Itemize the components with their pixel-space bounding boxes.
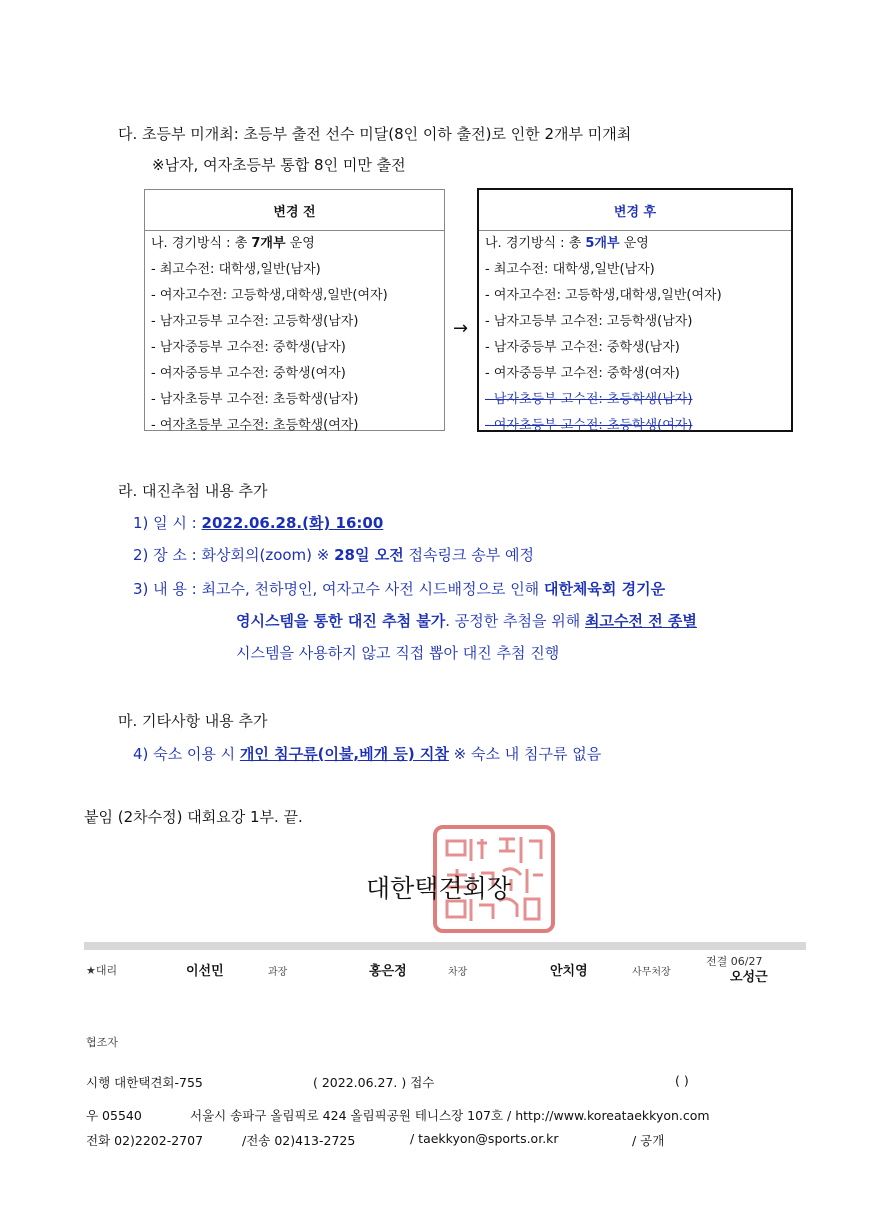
approver-title: ★대리 (86, 964, 118, 977)
content-item (133, 578, 665, 599)
content-bold: 영시스템을 통한 대진 추첨 불가 (236, 612, 446, 630)
table-before-row: - 여자중등부 고수전: 중학생(여자) (151, 366, 346, 381)
table-before-row: - 여자초등부 고수전: 초등학생(여자) (151, 418, 359, 433)
footer-receipt: ( 2022.06.27. ) 접수 (313, 1075, 435, 1090)
content-label: 3) 내 용 : 최고수, 천하명인, 여자고수 사전 시드배정으로 인해 (133, 580, 544, 598)
footer-disclosure: / 공개 (632, 1133, 665, 1148)
approver-title: 과장 (268, 967, 288, 978)
table-after-row: - 여자고수전: 고등학생,대학생,일반(여자) (485, 288, 722, 303)
content-line3: 시스템을 사용하지 않고 직접 뽑아 대진 추첨 진행 (236, 644, 560, 662)
table-before-header: 변경 전 (145, 190, 444, 231)
approver-name: 이선민 (186, 964, 224, 979)
footer-address: 서울시 송파구 올림픽로 424 올림픽공원 테니스장 107호 / http://www.koreataekkyon.com (190, 1108, 710, 1123)
table-after (477, 188, 793, 432)
approval-divider (84, 942, 806, 950)
table-after-struck-row: - 남자초등부 고수전: 초등학생(남자) (485, 392, 693, 407)
table-before-row: - 최고수전: 대학생,일반(남자) (151, 262, 321, 277)
section-ma-title: 마. 기타사항 내용 추가 (118, 712, 268, 730)
venue-suffix: 접속링크 송부 예정 (403, 546, 534, 564)
bedding-prefix: 4) 숙소 이용 시 (133, 745, 240, 763)
footer-phone: 전화 02)2202-2707 (86, 1133, 204, 1148)
content-line2 (236, 610, 697, 631)
row-text: 운영 (619, 236, 649, 251)
table-before-row (145, 231, 444, 257)
final-approval-note: 전결 06/27 (706, 955, 763, 968)
schedule-value: 2022.06.28.(화) 16:00 (201, 514, 384, 532)
row-text: 운영 (285, 236, 315, 251)
table-after-row: - 여자중등부 고수전: 중학생(여자) (485, 366, 680, 381)
section-da-note: ※남자, 여자초등부 통합 8인 미만 출전 (152, 156, 406, 174)
table-before-row: - 남자초등부 고수전: 초등학생(남자) (151, 392, 359, 407)
table-before-row: - 남자중등부 고수전: 중학생(남자) (151, 340, 346, 355)
row-text: 나. 경기방식 : 총 (485, 236, 586, 251)
schedule-item (133, 512, 383, 533)
approver-name: 안치영 (550, 964, 588, 979)
footer-email[interactable]: / taekkyon@sports.or.kr (410, 1131, 559, 1146)
section-ra-title: 라. 대진추첨 내용 추가 (118, 482, 268, 500)
table-before (144, 189, 445, 431)
table-after-row: - 남자고등부 고수전: 고등학생(남자) (485, 314, 693, 329)
table-before-row: - 남자고등부 고수전: 고등학생(남자) (151, 314, 359, 329)
footer-fax: /전송 02)413-2725 (242, 1133, 356, 1148)
content-bold: 대한체육회 경기운 (543, 580, 666, 598)
table-before-row: - 여자고수전: 고등학생,대학생,일반(여자) (151, 288, 388, 303)
section-da-title: 다. 초등부 미개최: 초등부 출전 선수 미달(8인 이하 출전)로 인한 2개부 미개최 (118, 125, 632, 143)
footer-receipt-blank: ( ) (675, 1073, 689, 1088)
final-approver-name: 오성근 (730, 970, 768, 985)
venue-bold: 28일 오전 (334, 546, 404, 564)
count-value: 5개부 (585, 236, 620, 251)
table-after-struck-row: - 여자초등부 고수전: 초등학생(여자) (485, 418, 693, 433)
content-bold-underline: 최고수전 전 종별 (585, 612, 697, 630)
approver-name: 홍은정 (369, 964, 407, 979)
arrow-icon: → (453, 318, 469, 339)
bedding-item (133, 743, 601, 764)
table-after-row (479, 231, 791, 257)
signature-title: 대한택견회장 (366, 874, 511, 903)
venue-item (133, 544, 534, 565)
table-after-header: 변경 후 (479, 190, 791, 231)
venue-label: 2) 장 소 : 화상회의(zoom) ※ (133, 546, 335, 564)
schedule-label: 1) 일 시 : (133, 514, 202, 532)
row-text: 나. 경기방식 : 총 (151, 236, 252, 251)
cooperator-label: 협조자 (86, 1036, 118, 1049)
table-after-row: - 최고수전: 대학생,일반(남자) (485, 262, 655, 277)
bedding-suffix: ※ 숙소 내 침구류 없음 (448, 745, 602, 763)
count-value: 7개부 (251, 236, 286, 251)
approver-title: 사무처장 (632, 967, 671, 978)
attachment-line: 붙임 (2차수정) 대회요강 1부. 끝. (84, 808, 303, 826)
table-after-row: - 남자중등부 고수전: 중학생(남자) (485, 340, 680, 355)
bedding-bold: 개인 침구류(이불,베개 등) 지참 (239, 745, 449, 763)
content-text: . 공정한 추첨을 위해 (445, 612, 586, 630)
footer-postcode: 우 05540 (86, 1108, 142, 1123)
approver-title: 차장 (448, 967, 468, 978)
footer-enforcement: 시행 대한택견회-755 (86, 1075, 203, 1090)
